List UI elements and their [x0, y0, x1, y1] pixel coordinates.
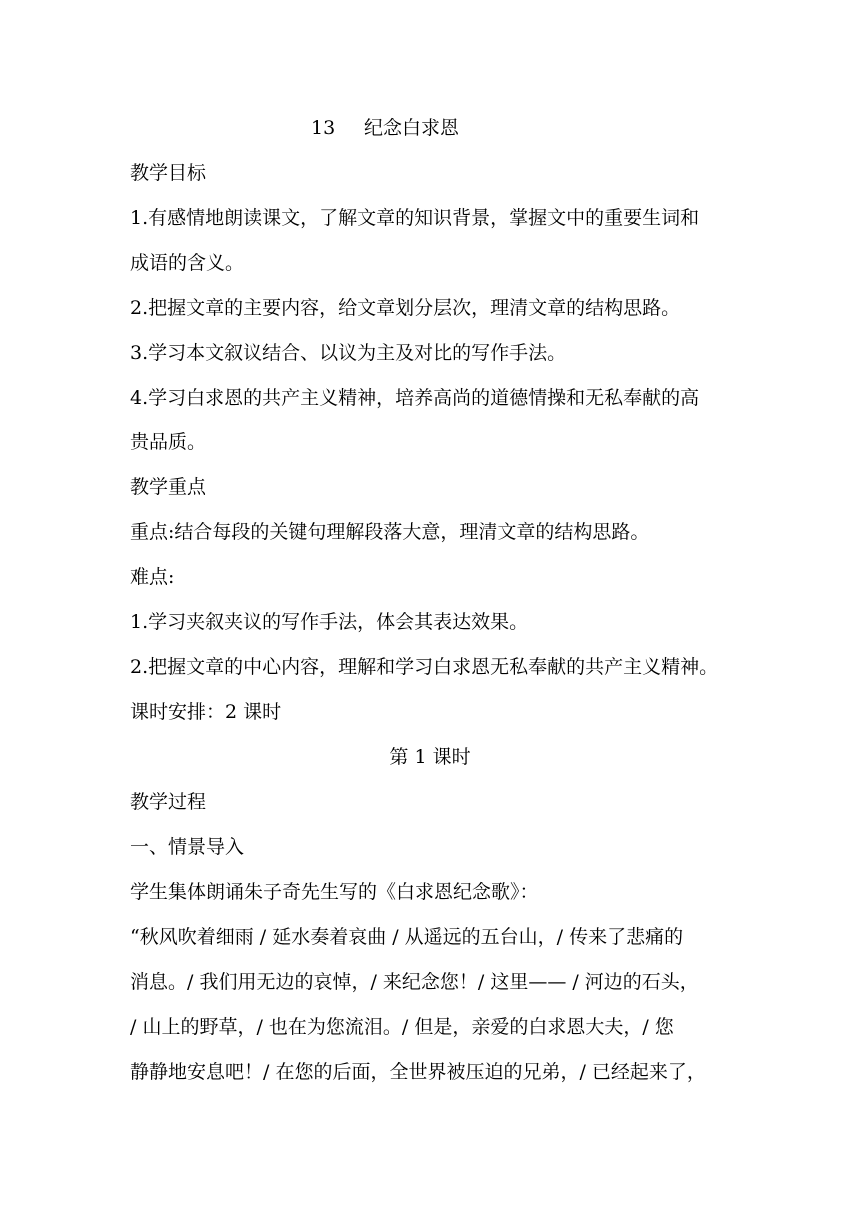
intro-text: 学生集体朗诵朱子奇先生写的《白求恩纪念歌》： — [130, 881, 539, 903]
lesson-heading: 第 1 课时 — [389, 746, 471, 768]
schedule: 课时安排：2 课时 — [130, 701, 282, 723]
goal-1-line-2: 成语的含义。 — [130, 252, 245, 274]
goal-4-line-2: 贵品质。 — [130, 431, 207, 453]
lesson-number: 13 — [311, 117, 336, 139]
goal-3: 3.学习本文叙议结合、以议为主及对比的写作手法。 — [130, 342, 567, 364]
poem-line-3: / 山上的野草，/ 也在为您流泪。/ 但是，亲爱的白求恩大夫，/ 您 — [130, 1016, 674, 1038]
goals-heading: 教学目标 — [130, 162, 207, 184]
difficulty-2: 2.把握文章的中心内容，理解和学习白求恩无私奉献的共产主义精神。 — [130, 656, 719, 678]
poem-line-1: “秋风吹着细雨 / 延水奏着哀曲 / 从遥远的五台山，/ 传来了悲痛的 — [130, 926, 684, 948]
poem-line-4: 静静地安息吧！/ 在您的后面，全世界被压迫的兄弟，/ 已经起来了， — [130, 1061, 706, 1083]
goal-1-line-1: 1.有感情地朗读课文，了解文章的知识背景，掌握文中的重要生词和 — [130, 207, 700, 229]
poem-line-2: 消息。/ 我们用无边的哀悼，/ 来纪念您！/ 这里—— / 河边的石头， — [130, 971, 699, 993]
lesson-title: 纪念白求恩 — [364, 117, 460, 139]
goal-4-line-1: 4.学习白求恩的共产主义精神，培养高尚的道德情操和无私奉献的高 — [130, 387, 700, 409]
difficulty-heading: 难点: — [130, 566, 175, 588]
difficulty-1: 1.学习夹叙夹议的写作手法，体会其表达效果。 — [130, 611, 529, 633]
step-1-heading: 一、情景导入 — [130, 836, 245, 858]
goal-2: 2.把握文章的主要内容，给文章划分层次，理清文章的结构思路。 — [130, 297, 681, 319]
key-point: 重点:结合每段的关键句理解段落大意，理清文章的结构思路。 — [130, 521, 650, 543]
key-points-heading: 教学重点 — [130, 476, 207, 498]
process-heading: 教学过程 — [130, 791, 207, 813]
